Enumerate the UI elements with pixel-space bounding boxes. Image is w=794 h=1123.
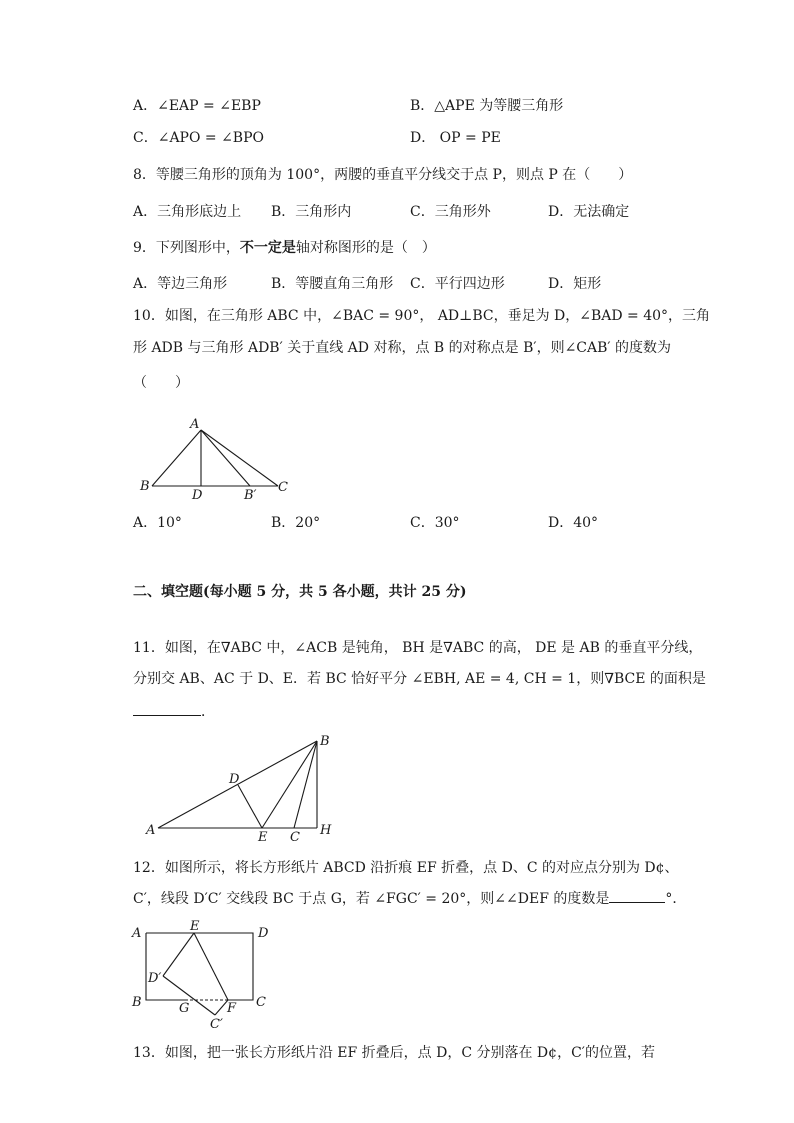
q8-option-a: A．三角形底边上 [133,204,242,220]
q10-label-a: A [190,417,200,432]
q10-label-b: B [140,479,150,494]
q10-label-c: C [278,480,288,495]
q11-label-e: E [258,830,268,845]
q12-stem-end: °． [665,891,687,907]
q12-label-c-prime: C′ [210,1017,223,1032]
q13-stem-line1: 13．如图，把一张长方形纸片沿 EF 折叠后，点 D，C 分别落在 D¢，C′的位置，若 [133,1045,655,1061]
q12-stem-line2-text: C′，线段 D′C′ 交线段 BC 于点 G，若 ∠FGC′ = 20°，则∠∠DEF 的度数是 [133,891,610,907]
q8-stem: 8．等腰三角形的顶角为 100°，两腰的垂直平分线交于点 P，则点 P 在（ ） [133,167,633,183]
q8-option-b: B．三角形内 [271,204,352,220]
q11-seg-be [262,741,317,828]
q9-stem [133,238,436,258]
q7-option-d: D． OP = PE [410,130,501,146]
q12-label-a: A [132,926,142,941]
q11-label-h: H [320,823,332,838]
q11-label-a: A [146,823,156,838]
q10-seg-ab2 [201,430,250,486]
q10-option-b: B．20° [271,515,321,531]
q10-option-a: A．10° [133,515,182,531]
q10-stem-line2: 形 ADB 与三角形 ADB′ 关于直线 AD 对称，点 B 的对称点是 B′，则∠CAB′ 的度数为 [133,340,672,356]
q10-option-d: D．40° [548,515,599,531]
q7-option-c: C．∠APO = ∠BPO [133,130,264,146]
q10-label-d: D [192,488,203,503]
q11-stem-line2: 分别交 AB、AC 于 D、E．若 BC 恰好平分 ∠EBH, AE = 4, CH = 1，则∇BCE 的面积是 [133,671,706,687]
q8-option-c: C．三角形外 [410,204,491,220]
q12-figure [128,918,278,1033]
q10-figure [130,410,300,505]
q9-option-a: A．等边三角形 [133,276,228,292]
q9-stem-pre: 9．下列图形中， [133,240,240,256]
q12-label-e: E [190,919,200,934]
q8-option-d: D．无法确定 [548,204,630,220]
q10-seg-ac [201,430,278,486]
q12-stem-line1: 12．如图所示，将长方形纸片 ABCD 沿折痕 EF 折叠，点 D、C 的对应点分别为 D¢、 [133,860,679,876]
q12-label-b: B [132,995,142,1010]
q11-answer-blank[interactable] [133,701,201,716]
q10-stem-line1: 10．如图，在三角形 ABC 中，∠BAC = 90°， AD⊥BC，垂足为 D，∠BAD = 40°，三角 [133,308,711,324]
section-heading: 二、填空题(每小题 5 分，共 5 各小题，共计 25 分) [133,584,467,600]
q11-label-b: B [320,734,330,749]
q11-label-d: D [229,772,240,787]
q12-label-d-prime: D′ [148,971,162,986]
q12-label-f: F [227,1001,237,1016]
q12-answer-blank[interactable] [609,888,665,903]
q11-stem-line1: 11．如图，在∇ABC 中，∠ACB 是钝角， BH 是∇ABC 的高， DE 是 AB 的垂直平分线， [133,640,703,656]
q9-stem-emphasis: 不一定是 [239,240,296,256]
q9-stem-post: 轴对称图形的是（ ） [295,240,436,256]
q11-stem-end: ． [201,704,215,720]
q12-label-g: G [179,1001,190,1016]
q10-label-b-prime: B′ [244,488,257,503]
q10-option-c: C．30° [410,515,460,531]
q11-figure [140,730,340,845]
q9-option-d: D．矩形 [548,276,602,292]
q12-stem-line2 [133,888,686,909]
q7-option-a: A．∠EAP = ∠EBP [133,98,261,114]
q10-stem-line3: （ ） [133,375,189,391]
q12-seg-ef [194,933,228,1000]
q11-seg-bc [294,741,317,828]
q11-label-c: C [290,830,300,845]
q9-option-c: C．平行四边形 [410,276,505,292]
q9-option-b: B．等腰直角三角形 [271,276,394,292]
q11-stem-line3 [133,701,215,722]
q12-label-d: D [258,926,269,941]
q12-label-c: C [256,995,266,1010]
q12-seg-ed2 [163,933,194,976]
q11-seg-de [238,785,262,828]
q12-rect-top-left [146,933,185,1000]
q7-option-b: B．△APE 为等腰三角形 [410,98,564,114]
q10-seg-ab [152,430,201,486]
